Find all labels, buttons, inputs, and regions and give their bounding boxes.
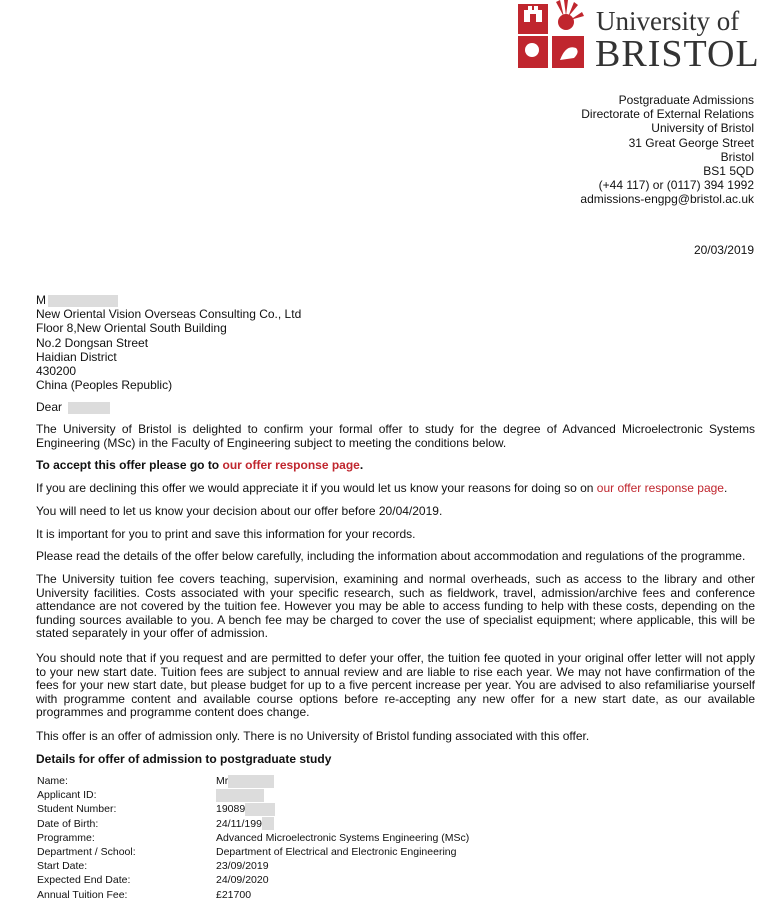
- details-label: Annual Tuition Fee:: [37, 888, 128, 901]
- recipient-line: Floor 8,New Oriental South Building: [36, 321, 227, 336]
- logo-wordmark-line1: University of: [596, 6, 740, 36]
- recipient-name: [36, 293, 301, 307]
- paragraph-deferral: You should note that if you request and are permitted to defer your offer, the tuition fee quoted in your original offer letter will not apply to your new start date. Tuition fees are subject to annual review and are liable to rise each year. We may not have confirmation of the fees for your new start date, but please budget for up to a five percent increase per year. You are advised to also refamiliarise yourself with programme content and available course options before re-accepting any new offer for a new start date, as our available programmes and programme content does change.: [36, 651, 755, 719]
- details-value: £21700: [216, 888, 252, 901]
- paragraph-tuition-fee: The University tuition fee covers teaching, supervision, examining and normal overheads, such as access to the library and other University facilities. Costs associated with your specific research, such as fieldwork, travel, admission/archive fees and conference attendance are not covered by the tuition fee. However you may be able to access funding to help with these costs, depending on the funding sources available to you. A bench fee may be charged to cover the use of specialist equipment; where applicable, this will be stated separately in your offer of admission.: [36, 572, 755, 640]
- details-row-applicant-id: [37, 788, 469, 802]
- recipient-name-text: M: [36, 293, 46, 307]
- paragraph-decision-deadline: You will need to let us know your decision about our offer before 20/04/2019.: [36, 504, 443, 518]
- recipient-line: 430200: [36, 364, 77, 379]
- details-label: Start Date:: [37, 860, 88, 873]
- details-value: Advanced Microelectronic Systems Engineering (MSc): [216, 831, 470, 844]
- details-value: [216, 802, 275, 816]
- sender-address: [580, 93, 754, 207]
- paragraph-read-details: Please read the details of the offer below carefully, including the information about accommodation and regulations of the programme.: [36, 549, 746, 563]
- university-logo: [516, 0, 760, 75]
- details-row-student-number: [37, 802, 469, 816]
- paragraph-declining: [36, 482, 755, 496]
- recipient-line: No.2 Dongsan Street: [36, 335, 149, 350]
- offer-details-table: [37, 774, 469, 902]
- recipient-line: China (Peoples Republic): [36, 378, 173, 393]
- details-value: [216, 817, 274, 831]
- sender-line: 31 Great George Street: [628, 135, 754, 150]
- redaction-block: [262, 817, 274, 830]
- student-number-value: 19089: [216, 803, 246, 816]
- name-value: Mr: [216, 775, 229, 787]
- sender-line: Directorate of External Relations: [581, 107, 754, 122]
- details-value: [216, 774, 274, 788]
- details-value: 23/09/2019: [216, 860, 269, 873]
- paragraph-offer-confirmation: The University of Bristol is delighted to confirm your formal offer to study for the degree of Advanced Microelectronic Systems Engineering (MSc) in the Faculty of Engineering subject to meeting the conditions below.: [36, 422, 755, 450]
- recipient-address: [36, 293, 301, 392]
- offer-response-link[interactable]: our offer response page: [596, 481, 724, 495]
- bristol-crest-icon: [516, 0, 586, 70]
- details-label: Name:: [37, 775, 68, 787]
- details-value: 24/09/2020: [216, 874, 269, 887]
- sender-phone: (+44 117) or (0117) 394 1992: [598, 178, 754, 193]
- details-label: Expected End Date:: [37, 874, 131, 887]
- paragraph-no-funding: This offer is an offer of admission only. There is no University of Bristol funding associated with this offer.: [36, 729, 590, 743]
- paragraph-print-save: It is important for you to print and save this information for your records.: [36, 527, 416, 541]
- sender-line: Postgraduate Admissions: [618, 93, 754, 107]
- salutation-text: Dear: [36, 400, 63, 414]
- redaction-block: [48, 295, 118, 307]
- details-row-department: [37, 845, 469, 859]
- details-label: Department / School:: [37, 846, 136, 859]
- details-row-programme: [37, 831, 469, 845]
- details-label: Programme:: [37, 831, 95, 844]
- sender-line: BS1 5QD: [703, 164, 754, 179]
- details-row-end-date: [37, 873, 469, 887]
- details-heading: Details for offer of admission to postgraduate study: [36, 752, 332, 766]
- details-label: Applicant ID:: [37, 789, 97, 802]
- redaction-block: [68, 402, 110, 414]
- sender-line: Bristol: [720, 149, 754, 164]
- declining-suffix: .: [723, 481, 728, 495]
- details-row-name: [37, 774, 469, 788]
- paragraph-accept-offer: [36, 459, 755, 473]
- sender-email[interactable]: admissions-engpg@bristol.ac.uk: [580, 192, 754, 207]
- details-value: [216, 788, 264, 802]
- details-row-date-of-birth: [37, 817, 469, 831]
- details-label: Student Number:: [37, 803, 117, 816]
- details-row-tuition-fee: [37, 888, 469, 902]
- declining-text: If you are declining this offer we would appreciate it if you would let us know your reasons for doing so on: [36, 481, 597, 495]
- details-value: Department of Electrical and Electronic Engineering: [216, 846, 457, 859]
- accept-text: To accept this offer please go to: [36, 458, 223, 472]
- details-row-start-date: [37, 859, 469, 873]
- salutation: [36, 400, 110, 414]
- redaction-block: [216, 789, 264, 802]
- recipient-line: New Oriental Vision Overseas Consulting Co., Ltd: [36, 307, 302, 322]
- sender-line: University of Bristol: [651, 121, 754, 136]
- accept-suffix: .: [359, 458, 364, 472]
- recipient-line: Haidian District: [36, 349, 117, 364]
- redaction-block: [245, 803, 275, 816]
- letter-date: 20/03/2019: [693, 243, 754, 257]
- details-label: Date of Birth:: [37, 817, 99, 830]
- offer-response-link[interactable]: our offer response page: [222, 458, 360, 472]
- redaction-block: [228, 775, 274, 788]
- logo-wordmark-line2: BRISTOL: [595, 33, 760, 75]
- dob-value: 24/11/199: [216, 817, 262, 830]
